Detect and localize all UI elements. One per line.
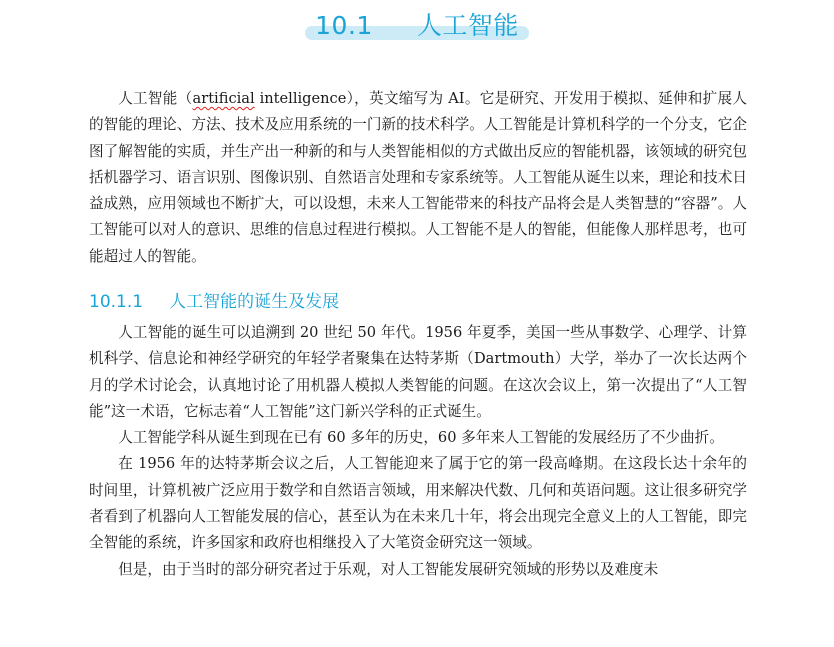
chapter-title-highlight (307, 6, 527, 42)
intro-term-rest: intelligence (254, 90, 347, 107)
section-number: 10.1.1 (89, 292, 144, 312)
paragraph-history: 人工智能学科从诞生到现在已有 60 多年的历史，60 多年来人工智能的发展经历了不少曲折。 (118, 429, 724, 447)
chapter-title (0, 6, 834, 42)
intro-text-rest: ），英文缩写为 AI。它是研究、开发用于模拟、延伸和扩展人的智能的理论、方法、技术及应用系统的一门新的技术科学。人工智能是计算机科学的一个分支，它企图了解智能的实质，并生产出一种新的和与人类智能相似的方式做出反应的智能机器，该领域的研究包括机器学习、语言识别、图像识别、自然语言处理和专家系统等。人工智能从诞生以来，理论和技术日益成熟，应用领域也不断扩大，可以设想，未来人工智能带来的科技产品将会是人类智慧的“容器”。人工智能可以对人的意识、思维的信息过程进行模拟。人工智能不是人的智能，但能像人那样思考，也可能超过人的智能。 (89, 90, 747, 265)
intro-block (89, 86, 747, 270)
section-heading (89, 287, 339, 312)
section-body (89, 320, 747, 583)
spellcheck-word: artificial (192, 90, 255, 107)
paragraph-first-peak: 在 1956 年的达特茅斯会议之后，人工智能迎来了属于它的第一段高峰期。在这段长达十余年的时间里，计算机被广泛应用于数学和自然语言领域，用来解决代数、几何和英语问题。这让很多研究学者看到了机器向人工智能发展的信心，甚至认为在未来几十年，将会出现完全意义上的人工智能，即完全智能的系统，许多国家和政府也相继投入了大笔资金研究这一领域。 (89, 455, 747, 552)
section-title: 人工智能的诞生及发展 (169, 292, 340, 312)
paragraph-origin: 人工智能的诞生可以追溯到 20 世纪 50 年代。1956 年夏季，美国一些从事数学、心理学、计算机科学、信息论和神经学研究的年轻学者聚集在达特茅斯（Dartmouth）大学，举办了一次长达两个月的学术讨论会，认真地讨论了用机器人模拟人类智能的问题。在这次会议上，第一次提出了“人工智能”这一术语，它标志着“人工智能”这门新兴学科的正式诞生。 (89, 324, 747, 420)
intro-text-start: 人工智能（ (118, 90, 193, 107)
chapter-title-text: 人工智能 (416, 11, 519, 40)
chapter-number: 10.1 (315, 11, 373, 40)
intro-paragraph (89, 86, 747, 270)
paragraph-optimism: 但是，由于当时的部分研究者过于乐观，对人工智能发展研究领域的形势以及难度未 (118, 560, 659, 578)
